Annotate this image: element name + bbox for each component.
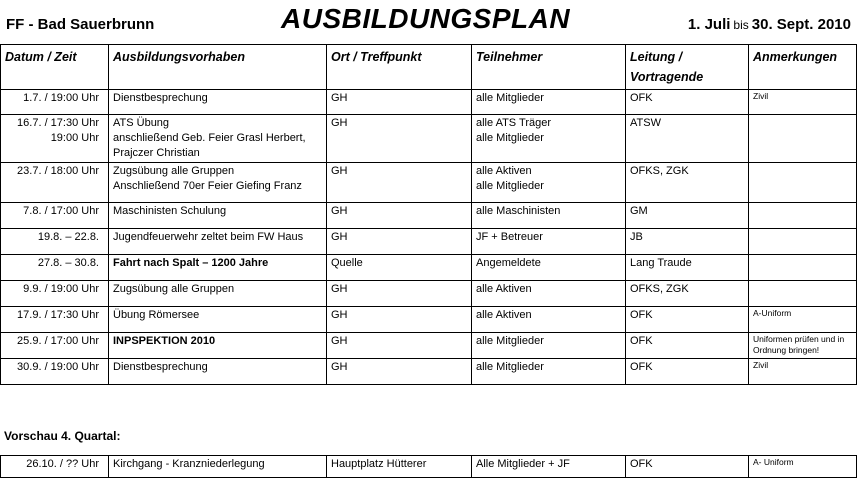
cell-participants [472, 229, 626, 255]
table-row [1, 203, 857, 229]
cell-lead: OFK [626, 333, 749, 359]
participant-line: alle Mitglieder [476, 92, 544, 104]
date-separator: bis [733, 18, 749, 32]
participant-line: JF + Betreuer [476, 231, 543, 243]
cell-note [749, 281, 857, 307]
cell-participants [472, 333, 626, 359]
participant-line: alle Mitglieder [476, 335, 544, 347]
preview-activity: Kirchgang - Kranzniederlegung [109, 456, 327, 478]
cell-lead: Lang Traude [626, 255, 749, 281]
cell-lead: GM [626, 203, 749, 229]
participant-line: alle Aktiven [476, 165, 532, 177]
preview-note: A- Uniform [749, 456, 857, 478]
cell-place: GH [327, 163, 472, 203]
date-line: 19:00 Uhr [50, 132, 99, 144]
cell-lead: OFKS, ZGK [626, 281, 749, 307]
cell-activity [109, 229, 327, 255]
cell-participants [472, 90, 626, 115]
preview-label: Vorschau 4. Quartal: [4, 429, 121, 443]
cell-place: GH [327, 333, 472, 359]
schedule-table [0, 44, 857, 385]
table-row [1, 281, 857, 307]
cell-activity [109, 359, 327, 385]
cell-date [1, 163, 109, 203]
table-row [1, 90, 857, 115]
cell-participants [472, 115, 626, 163]
cell-participants [472, 359, 626, 385]
activity-line: Dienstbesprechung [113, 92, 208, 104]
date-line: 1.7. / 19:00 Uhr [23, 92, 99, 104]
cell-date [1, 359, 109, 385]
activity-line: INPSPEKTION 2010 [113, 335, 216, 347]
cell-date [1, 115, 109, 163]
cell-activity [109, 203, 327, 229]
table-header-row [1, 45, 857, 90]
cell-date [1, 307, 109, 333]
cell-activity [109, 90, 327, 115]
activity-line: Dienstbesprechung [113, 361, 208, 373]
cell-note: Zivil [749, 359, 857, 385]
cell-lead: OFKS, ZGK [626, 163, 749, 203]
table-row [1, 163, 857, 203]
cell-place: GH [327, 281, 472, 307]
cell-participants [472, 163, 626, 203]
date-line: 9.9. / 19:00 Uhr [23, 283, 99, 295]
cell-date [1, 281, 109, 307]
cell-date [1, 90, 109, 115]
table-row [1, 333, 857, 359]
cell-lead: ATSW [626, 115, 749, 163]
cell-participants [472, 281, 626, 307]
preview-lead: OFK [626, 456, 749, 478]
cell-lead: OFK [626, 307, 749, 333]
header-lead: Leitung / Vortragende [626, 45, 749, 90]
activity-line: Maschinisten Schulung [113, 205, 227, 217]
date-line: 30.9. / 19:00 Uhr [17, 361, 99, 373]
header-notes: Anmerkungen [749, 45, 857, 90]
date-line: 7.8. / 17:00 Uhr [23, 205, 99, 217]
header-place: Ort / Treffpunkt [327, 45, 472, 90]
date-line: 17.9. / 17:30 Uhr [17, 309, 99, 321]
cell-note [749, 203, 857, 229]
page-title: AUSBILDUNGSPLAN [281, 3, 571, 34]
unit-name: FF - Bad Sauerbrunn [6, 16, 155, 33]
cell-date [1, 203, 109, 229]
cell-participants [472, 255, 626, 281]
date-line: 23.7. / 18:00 Uhr [17, 165, 99, 177]
cell-participants [472, 307, 626, 333]
cell-note [749, 255, 857, 281]
header-date: Datum / Zeit [1, 45, 109, 90]
table-row [1, 115, 857, 163]
cell-date [1, 229, 109, 255]
cell-date [1, 255, 109, 281]
activity-line: Zugsübung alle Gruppen [113, 165, 235, 177]
cell-place: GH [327, 359, 472, 385]
activity-line: Anschließend 70er Feier Giefing Franz [113, 180, 302, 192]
activity-line: Fahrt nach Spalt – 1200 Jahre [113, 257, 269, 269]
date-from: 1. Juli [687, 16, 731, 33]
table-row [1, 307, 857, 333]
preview-participants: Alle Mitglieder + JF [472, 456, 626, 478]
activity-line: ATS Übung [113, 117, 170, 129]
table-row [1, 359, 857, 385]
cell-note [749, 115, 857, 163]
participant-line: Angemeldete [476, 257, 541, 269]
cell-note: A-Uniform [749, 307, 857, 333]
cell-note [749, 163, 857, 203]
table-row [1, 255, 857, 281]
cell-place: GH [327, 115, 472, 163]
cell-note: Zivil [749, 90, 857, 115]
cell-activity [109, 255, 327, 281]
cell-place: GH [327, 229, 472, 255]
activity-line: anschließend Geb. Feier Grasl Herbert, [113, 132, 306, 144]
preview-place: Hauptplatz Hütterer [327, 456, 472, 478]
cell-place: GH [327, 203, 472, 229]
preview-row [1, 456, 857, 478]
activity-line: Prajczer Christian [113, 147, 200, 159]
date-line: 27.8. – 30.8. [37, 257, 99, 269]
participant-line: alle Mitglieder [476, 180, 544, 192]
cell-activity [109, 115, 327, 163]
date-line: 16.7. / 17:30 Uhr [17, 117, 99, 129]
cell-date [1, 333, 109, 359]
participant-line: alle Mitglieder [476, 132, 544, 144]
cell-activity [109, 307, 327, 333]
cell-note: Uniformen prüfen und in Ordnung bringen! [749, 333, 857, 359]
cell-activity [109, 163, 327, 203]
participant-line: alle Mitglieder [476, 361, 544, 373]
table-row [1, 229, 857, 255]
cell-participants [472, 203, 626, 229]
cell-activity [109, 281, 327, 307]
header-participants: Teilnehmer [472, 45, 626, 90]
cell-activity [109, 333, 327, 359]
participant-line: alle Aktiven [476, 283, 532, 295]
participant-line: alle Aktiven [476, 309, 532, 321]
date-range [688, 16, 851, 33]
cell-lead: JB [626, 229, 749, 255]
date-line: 19.8. – 22.8. [37, 231, 99, 243]
activity-line: Jugendfeuerwehr zeltet beim FW Haus [113, 231, 304, 243]
cell-lead: OFK [626, 90, 749, 115]
date-to: 30. Sept. 2010 [751, 16, 851, 33]
cell-note [749, 229, 857, 255]
cell-place: Quelle [327, 255, 472, 281]
cell-place: GH [327, 90, 472, 115]
header-activity: Ausbildungsvorhaben [109, 45, 327, 90]
activity-line: Zugsübung alle Gruppen [113, 283, 235, 295]
cell-place: GH [327, 307, 472, 333]
preview-date: 26.10. / ?? Uhr [1, 456, 109, 478]
date-line: 25.9. / 17:00 Uhr [17, 335, 99, 347]
activity-line: Übung Römersee [113, 309, 200, 321]
cell-lead: OFK [626, 359, 749, 385]
participant-line: alle ATS Träger [476, 117, 551, 129]
participant-line: alle Maschinisten [476, 205, 561, 217]
